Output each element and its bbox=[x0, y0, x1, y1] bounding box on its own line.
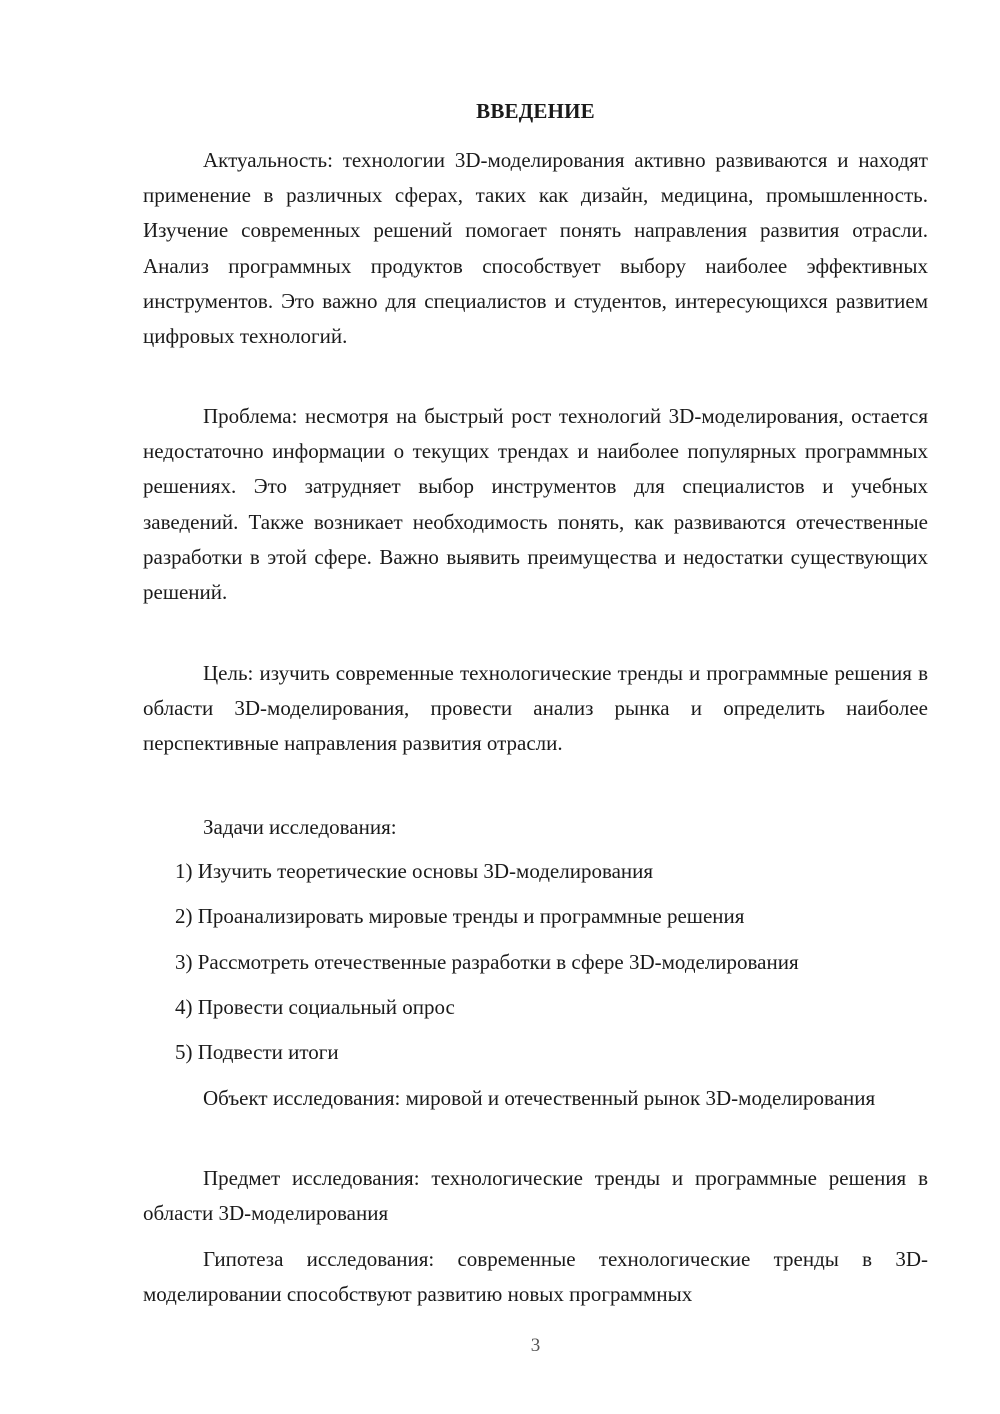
paragraph-hypothesis: Гипотеза исследования: современные технологические тренды в 3D-моделировании способствуют развитию новых программных bbox=[143, 1247, 928, 1307]
paragraph-subject: Предмет исследования: технологические тренды и программные решения в области 3D-моделирования bbox=[143, 1166, 928, 1226]
task-item: 3) Рассмотреть отечественные разработки в сфере 3D-моделирования bbox=[175, 950, 799, 974]
page-number: 3 bbox=[530, 1335, 541, 1356]
paragraph-problem: Проблема: несмотря на быстрый рост технологий 3D-моделирования, остается недостаточно информации о текущих трендах и наиболее популярных программных решениях. Это затрудняет выбор инструментов для специалистов и учебных заведений. Также возникает необходимость понять, как развиваются отечественные разработки в этой сфере. Важно выявить преимущества и недостатки существующих решений. bbox=[143, 404, 928, 605]
task-item: 1) Изучить теоретические основы 3D-моделирования bbox=[175, 859, 654, 883]
task-item: 4) Провести социальный опрос bbox=[175, 995, 455, 1019]
task-item: 5) Подвести итоги bbox=[175, 1040, 339, 1064]
section-heading: ВВЕДЕНИЕ bbox=[476, 99, 595, 123]
task-item: 2) Проанализировать мировые тренды и программные решения bbox=[175, 904, 745, 928]
paragraph-object: Объект исследования: мировой и отечественный рынок 3D-моделирования bbox=[203, 1086, 876, 1110]
tasks-intro: Задачи исследования: bbox=[203, 815, 397, 839]
document-page bbox=[143, 0, 928, 1414]
paragraph-goal: Цель: изучить современные технологические тренды и программные решения в области 3D-моделирования, провести анализ рынка и определить наиболее перспективные направления развития отрасли. bbox=[143, 661, 928, 756]
paragraph-relevance: Актуальность: технологии 3D-моделирования активно развиваются и находят применение в различных сферах, таких как дизайн, медицина, промышленность. Изучение современных решений помогает понять направления развития отрасли. Анализ программных продуктов способствует выбору наиболее эффективных инструментов. Это важно для специалистов и студентов, интересующихся развитием цифровых технологий. bbox=[143, 148, 928, 349]
